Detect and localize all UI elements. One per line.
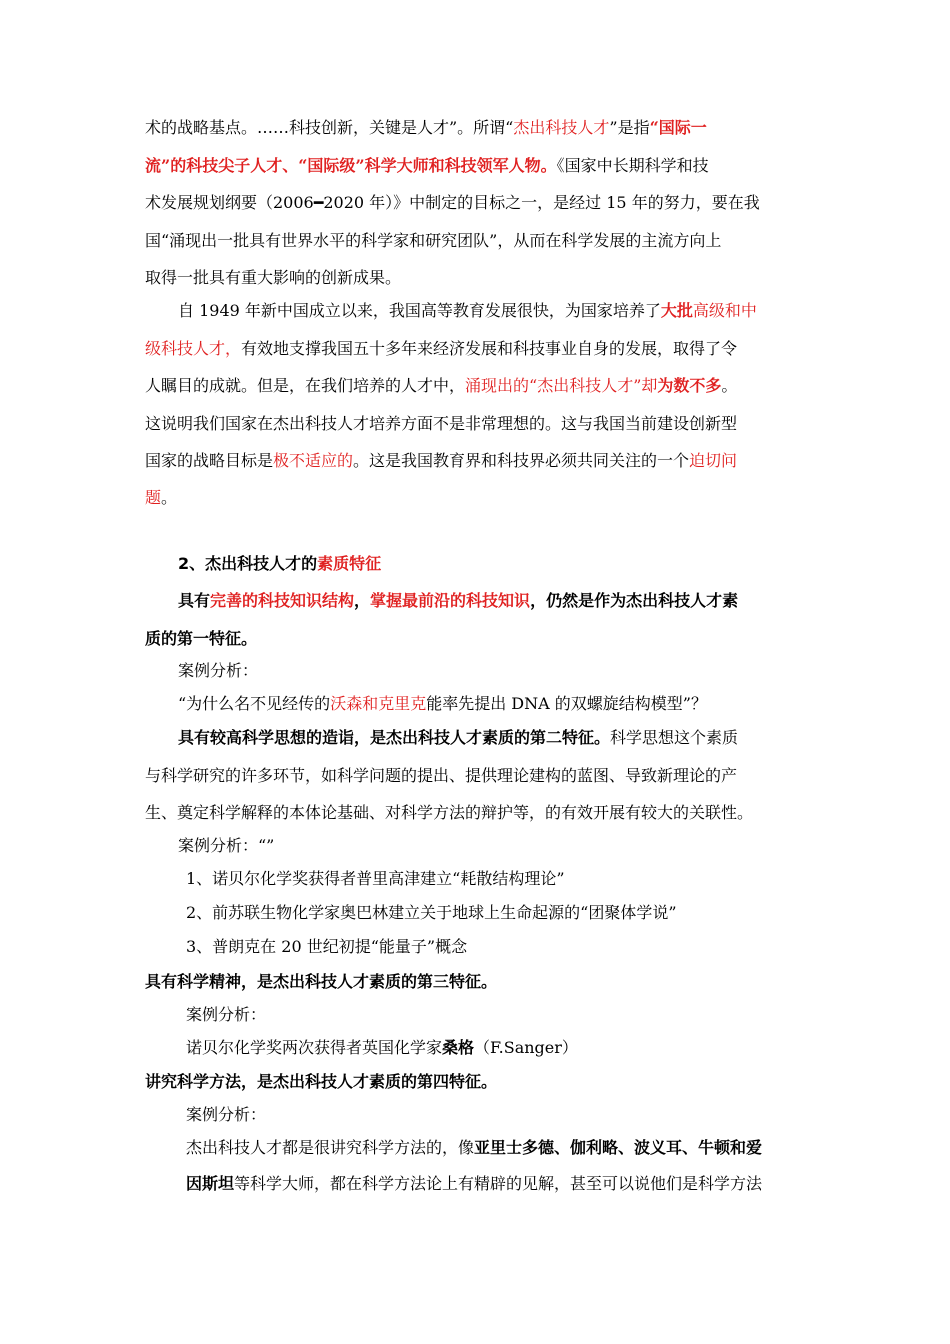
feature-statement: 具有科学精神，是杰出科技人才素质的第三特征。 [145, 972, 498, 991]
section-heading [178, 553, 381, 577]
text-run: 。这是我国教育界和科技界必须共同关注的一个 [353, 451, 690, 470]
text-run: “为什么名不见经传的 [178, 694, 331, 713]
text-run: 国家的战略目标是 [145, 451, 274, 470]
feature-statement: 讲究科学方法，是杰出科技人才素质的第四特征。 [145, 1072, 498, 1091]
bold-text: 亚里士多德、伽利略、波义耳、牛顿和爱 [474, 1138, 763, 1157]
text-run: 人瞩目的成就。但是，在我们培养的人才中， [145, 376, 466, 395]
bold-text: 具有较高科学思想的造诣，是杰出科技人才素质的第二特征。 [178, 728, 611, 747]
highlight-text: 极不适应的 [273, 451, 354, 470]
list-item: 3、普朗克在 20 世纪初提“能量子”概念 [186, 937, 468, 956]
text-run: 有效地支撑我国五十多年来经济发展和科技事业自身的发展，取得了令 [241, 339, 738, 358]
text-run: 自 1949 年新中国成立以来，我国高等教育发展很快，为国家培养了 [178, 301, 661, 320]
text-run: 能率先提出 DNA 的双螺旋结构模型”？ [426, 694, 707, 713]
text-line: 取得一批具有重大影响的创新成果。 [145, 268, 402, 287]
text-line [145, 487, 177, 511]
case-text [186, 1037, 578, 1061]
highlight-text: 级科技人才， [145, 339, 242, 358]
text-line: 术发展规划纲要（2006━2020 年）》中制定的目标之一，是经过 15 年的努力，要在我 [145, 193, 760, 212]
highlight-bold-text: 流”的科技尖子人才、“国际级”科学大师和科技领军人物。 [145, 156, 557, 175]
text-line [145, 338, 737, 362]
highlight-text: 杰出科技人才 [513, 118, 610, 137]
text-line [145, 117, 707, 141]
text-line [145, 155, 709, 179]
text-line [145, 450, 737, 474]
text-run: 具有 [178, 591, 211, 610]
highlight-text: 完善的科技知识结构 [210, 591, 355, 610]
text-run: 。 [161, 488, 178, 507]
text-run: 等科学大师，都在科学方法论上有精辟的见解，甚至可以说他们是科学方法 [234, 1174, 763, 1193]
text-run: 。 [721, 376, 738, 395]
text-run: ”是指 [609, 118, 650, 137]
case-label: 案例分析： [186, 1105, 267, 1124]
highlight-bold-text: “国际一 [649, 118, 707, 137]
text-line [178, 300, 757, 324]
feature-statement: 质的第一特征。 [145, 629, 258, 648]
text-run: 诺贝尔化学奖两次获得者英国化学家 [186, 1038, 443, 1057]
text-run: （F.Sanger） [474, 1038, 578, 1057]
text-line: 与科学研究的许多环节，如科学问题的提出、提供理论建构的蓝图、导致新理论的产 [145, 766, 738, 785]
bold-text: 桑格 [442, 1038, 475, 1057]
text-line: 生、奠定科学解释的本体论基础、对科学方法的辩护等，的有效开展有较大的关联性。 [145, 803, 754, 822]
text-run: 科学思想这个素质 [610, 728, 739, 747]
text-run: 杰出科技人才都是很讲究科学方法的，像 [186, 1138, 475, 1157]
text-line: 这说明我们国家在杰出科技人才培养方面不是非常理想的。这与我国当前建设创新型 [145, 414, 738, 433]
text-run: 《国家中长期科学和技 [556, 156, 709, 175]
text-line: 国“涌现出一批具有世界水平的科学家和研究团队”，从而在科学发展的主流方向上 [145, 231, 722, 250]
text-line [145, 375, 737, 399]
heading-highlight: 素质特征 [317, 554, 382, 573]
bold-text: 因斯坦 [186, 1174, 235, 1193]
case-text [178, 693, 707, 717]
feature-statement [178, 727, 738, 751]
highlight-text: 迫切问 [689, 451, 738, 470]
case-label: 案例分析： [186, 1005, 267, 1024]
highlight-text: 涌现出的“杰出科技人才”却 [465, 376, 658, 395]
case-label: 案例分析： [178, 661, 259, 680]
highlight-text: 沃森和克里克 [330, 694, 427, 713]
case-label: 案例分析：“” [178, 836, 275, 855]
highlight-bold-text: 为数不多 [657, 376, 722, 395]
text-run: 术的战略基点。……科技创新，关键是人才”。所谓“ [145, 118, 514, 137]
highlight-text: 高级和中 [692, 301, 757, 320]
case-text [186, 1173, 762, 1197]
highlight-text: 题 [145, 488, 162, 507]
list-item: 2、前苏联生物化学家奥巴林建立关于地球上生命起源的“团聚体学说” [186, 903, 677, 922]
heading-text: 2、杰出科技人才的 [178, 554, 318, 573]
text-run: ，仍然是作为杰出科技人才素 [530, 591, 739, 610]
case-text [186, 1137, 762, 1161]
list-item: 1、诺贝尔化学奖获得者普里高津建立“耗散结构理论” [186, 869, 565, 888]
highlight-text: 掌握最前沿的科技知识 [370, 591, 531, 610]
highlight-bold-text: 大批 [660, 301, 693, 320]
text-run: ， [354, 591, 371, 610]
feature-statement [178, 590, 738, 614]
